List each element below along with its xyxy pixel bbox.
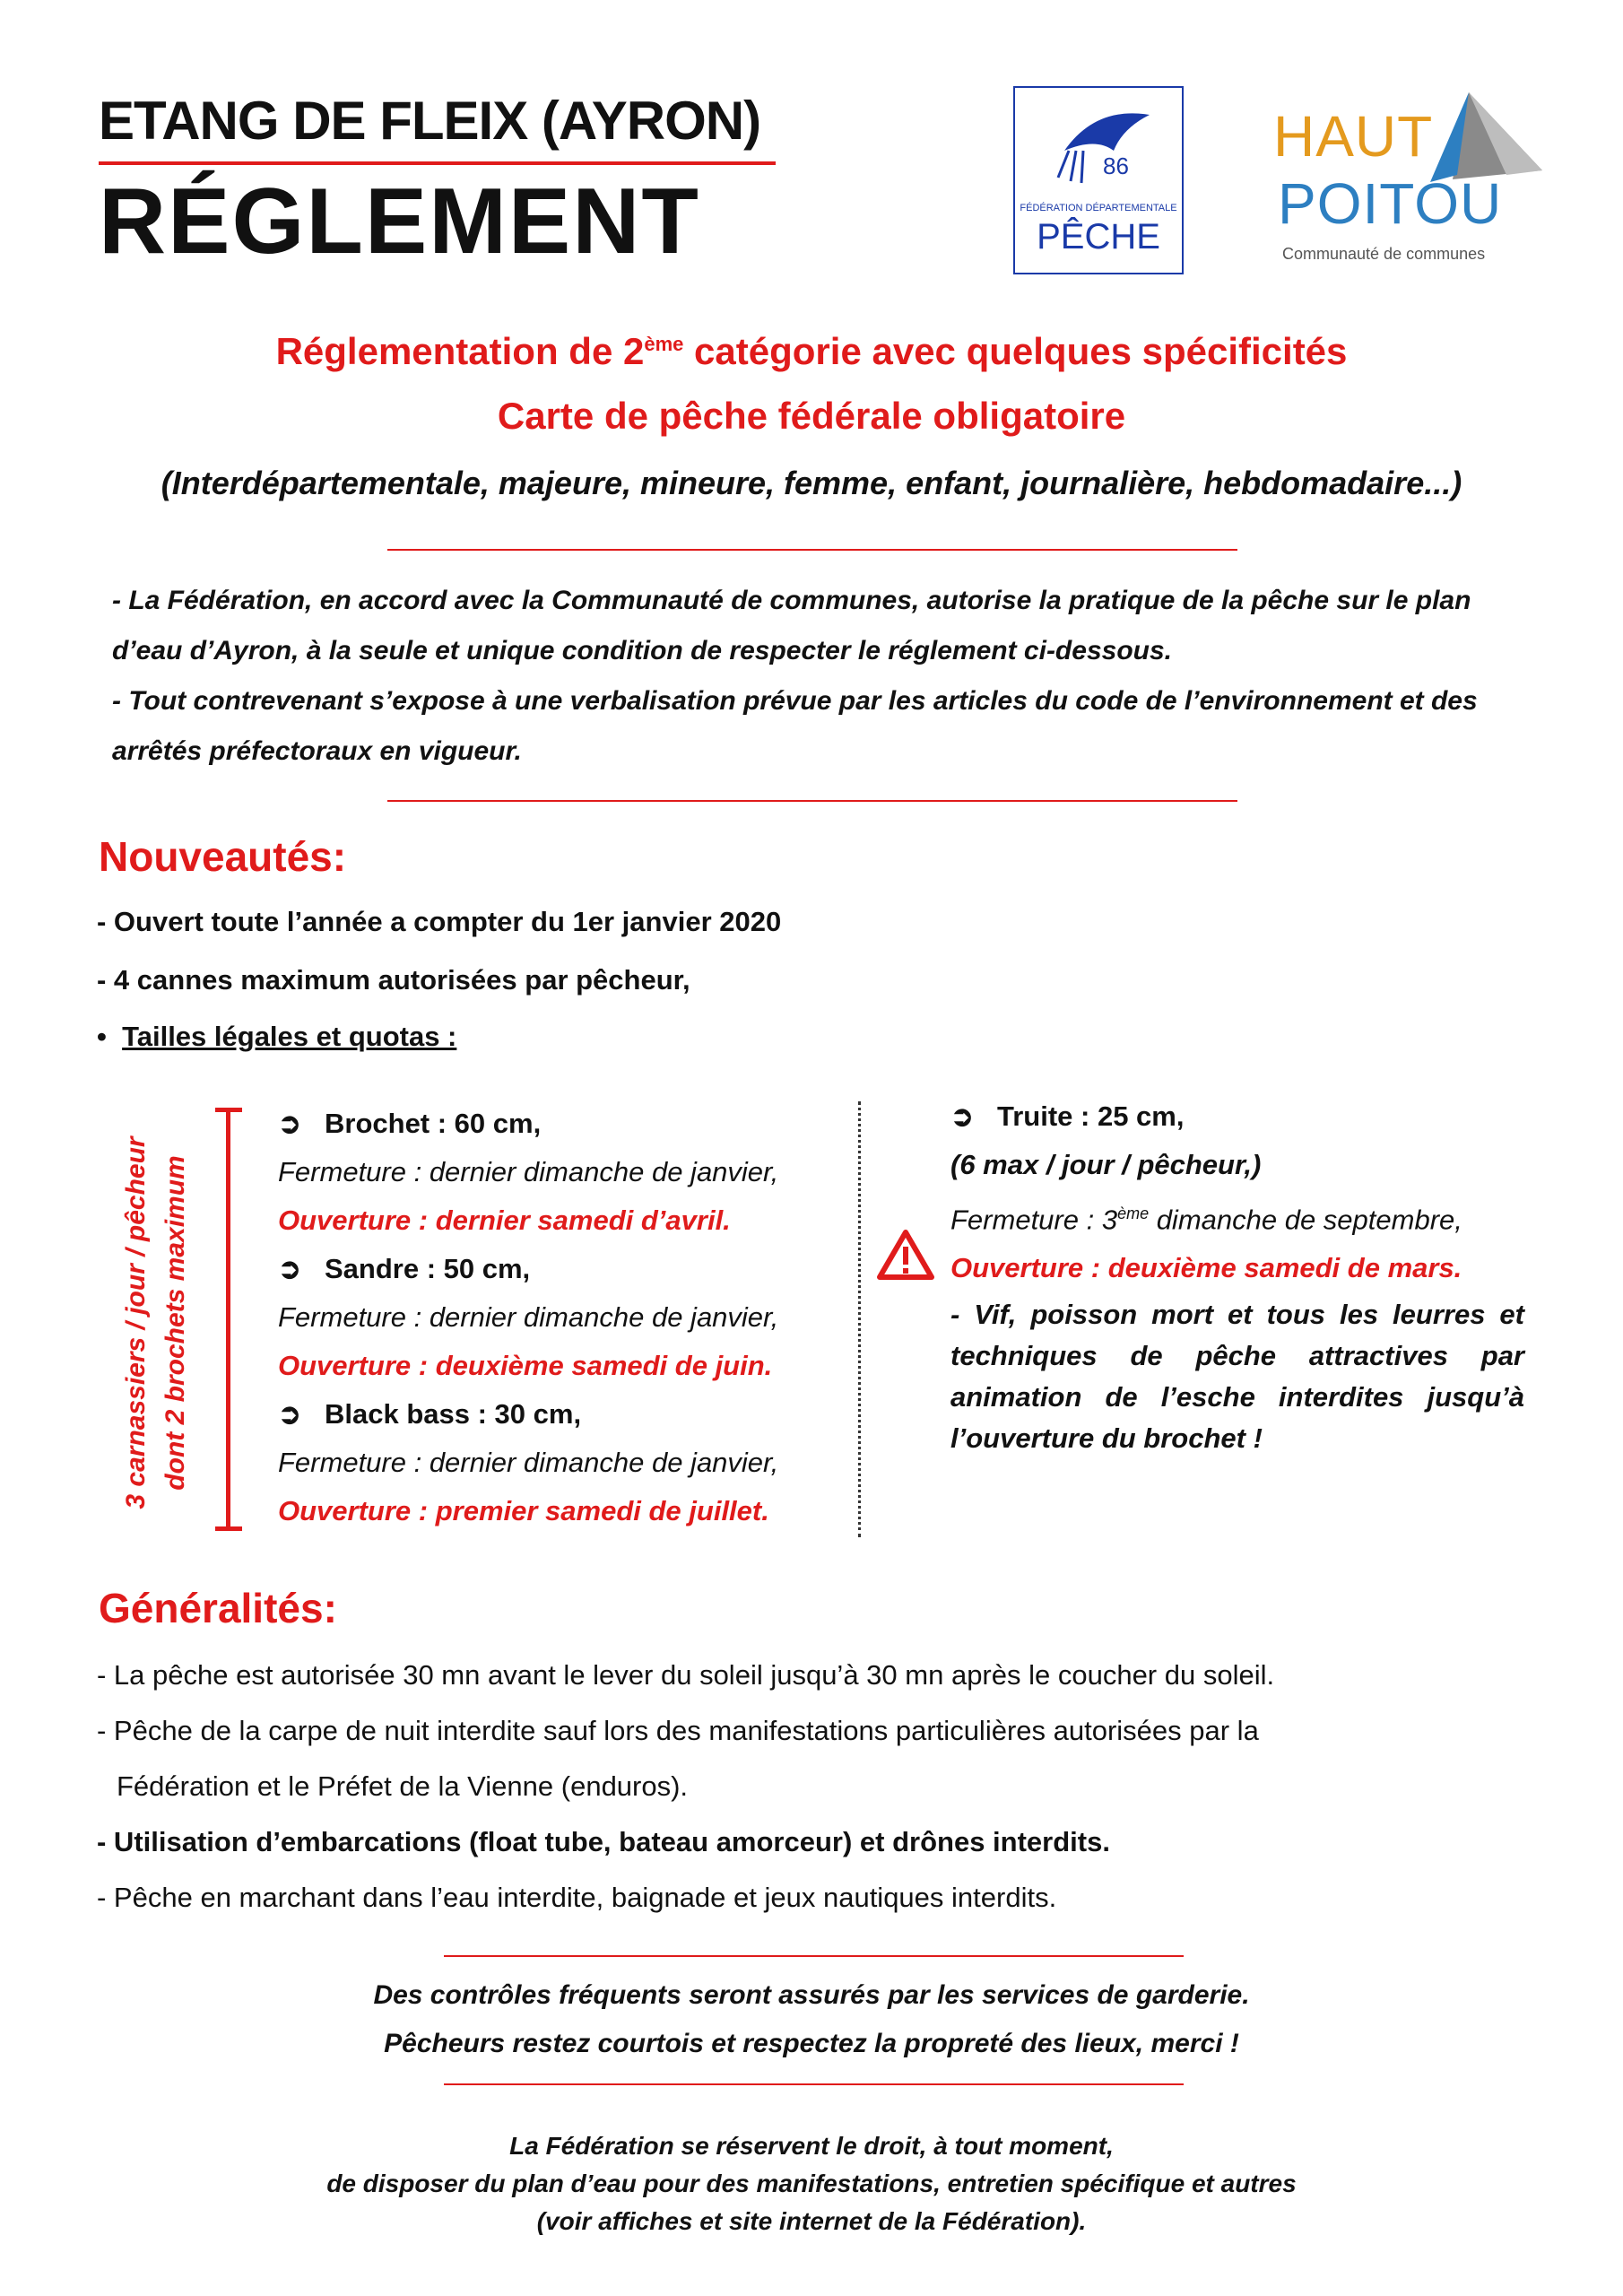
generalite-item: - La pêche est autorisée 30 mn avant le lever du soleil jusqu’à 30 mn après le coucher du soleil. — [97, 1659, 1275, 1691]
section-title-nouveautes: Nouveautés: — [99, 833, 347, 880]
subtitle-card-types: (Interdépartementale, majeure, mineure, femme, enfant, journalière, hebdomadaire...) — [161, 465, 1462, 501]
species-truite — [950, 1092, 1524, 1459]
arrow-icon: ➲ — [278, 1398, 301, 1430]
peche-logo-line1: FÉDÉRATION DÉPARTEMENTALE — [1020, 203, 1177, 213]
species-truite-label: Truite : 25 cm, — [997, 1100, 1185, 1132]
quota-bracket-top — [215, 1108, 242, 1112]
species-sandre-label: Sandre : 50 cm, — [325, 1253, 531, 1284]
title-underline — [99, 161, 776, 165]
hp-logo-tagline: Communauté de communes — [1282, 245, 1486, 263]
truite-fermeture-post: dimanche de septembre, — [1149, 1204, 1462, 1236]
truite-fermeture-pre: Fermeture : 3 — [950, 1204, 1118, 1236]
divider — [444, 1955, 1184, 1957]
intro-paragraph-1: - La Fédération, en accord avec la Communauté de communes, autorise la pratique de la pêche sur le plan d’eau d’Ayron, à la seule et unique condition de respecter le réglement ci-dessous. — [112, 586, 1471, 665]
lure-warning-text: - Vif, poisson mort et tous les leurres et techniques de pêche attractives par animation de l’esche — [950, 1299, 1524, 1413]
nouveaute-item — [97, 1021, 456, 1053]
species-brochet-label: Brochet : 60 cm, — [325, 1108, 542, 1139]
hp-logo-word1: HAUT — [1273, 104, 1434, 169]
sizes-heading: Tailles légales et quotas : — [122, 1021, 457, 1052]
species-truite-quota: (6 max / jour / pêcheur,) — [950, 1149, 1262, 1180]
generalite-item: - Pêche en marchant dans l’eau interdite, baignade et jeux nautiques interdits. — [97, 1882, 1057, 1913]
footer-controls-notice: Des contrôles fréquents seront assurés par les services de garderie. — [373, 1980, 1250, 2010]
subtitle-category-sup: ème — [644, 333, 684, 355]
species-brochet-ouverture: Ouverture : dernier samedi d’avril. — [278, 1205, 731, 1236]
column-separator — [858, 1101, 861, 1537]
species-blackbass-label: Black bass : 30 cm, — [325, 1398, 582, 1430]
subtitle-category-post: catégorie avec quelques spécificités — [683, 330, 1348, 372]
haut-poitou-logo — [1273, 85, 1551, 283]
species-sandre — [278, 1245, 852, 1390]
generalite-item-continued: Fédération et le Préfet de la Vienne (enduros). — [117, 1770, 689, 1802]
footer-note-line1: La Fédération se réservent le droit, à tout moment, — [509, 2132, 1114, 2160]
nouveaute-item: - 4 cannes maximum autorisées par pêcheur, — [97, 964, 690, 996]
quota-bracket — [226, 1108, 230, 1531]
species-truite-fermeture — [950, 1189, 1524, 1244]
species-blackbass-name — [278, 1390, 852, 1439]
generalite-item: - Utilisation d’embarcations (float tube, bateau amorceur) et drônes interdits. — [97, 1826, 1110, 1857]
arrow-icon: ➲ — [950, 1100, 974, 1132]
page-title-location: ETANG DE FLEIX (AYRON) — [99, 91, 761, 151]
section-title-generalites: Généralités: — [99, 1585, 337, 1631]
quota-bracket-bottom — [215, 1526, 242, 1531]
divider — [387, 549, 1237, 551]
species-blackbass-fermeture: Fermeture : dernier dimanche de janvier, — [278, 1447, 779, 1478]
species-sandre-name — [278, 1245, 852, 1293]
arrow-icon: ➲ — [278, 1253, 301, 1284]
footer-note-line2: de disposer du plan d’eau pour des manifestations, entretien spécifique et autres — [326, 2170, 1297, 2197]
divider — [387, 800, 1237, 802]
lure-warning-emphasis: interdites jusqu’à l’ouverture du brochet ! — [950, 1381, 1524, 1455]
quota-side-line1: 3 carnassiers / jour / pêcheur — [121, 1136, 151, 1509]
peche-logo-line2: PÊCHE — [1037, 217, 1160, 257]
species-sandre-fermeture: Fermeture : dernier dimanche de janvier, — [278, 1301, 779, 1333]
intro-paragraph-2: - Tout contrevenant s’expose à une verbalisation prévue par les articles du code de l’environnement et des arrêtés préfectoraux en vigueur. — [112, 686, 1478, 766]
species-left-column — [278, 1100, 852, 1535]
lure-warning — [950, 1294, 1524, 1459]
arrow-icon: ➲ — [278, 1108, 301, 1139]
peche-logo-number: 86 — [1103, 152, 1129, 179]
quota-side-line2: dont 2 brochets maximum — [161, 1155, 190, 1491]
federation-peche-logo — [1013, 86, 1184, 274]
footer-note-line3: (voir affiches et site internet de la Fédération). — [536, 2207, 1087, 2235]
nouveaute-item: - Ouvert toute l’année a compter du 1er janvier 2020 — [97, 906, 782, 937]
subtitle-card: Carte de pêche fédérale obligatoire — [497, 395, 1126, 437]
bullet-icon: • — [97, 1021, 123, 1052]
hp-logo-word2: POITOU — [1278, 171, 1503, 236]
species-sandre-ouverture: Ouverture : deuxième samedi de juin. — [278, 1350, 773, 1381]
warning-icon — [876, 1229, 935, 1281]
species-truite-name — [950, 1092, 1524, 1141]
species-brochet-fermeture: Fermeture : dernier dimanche de janvier, — [278, 1156, 779, 1187]
footer-courtesy-notice: Pêcheurs restez courtois et respectez la propreté des lieux, merci ! — [384, 2029, 1239, 2058]
subtitle-category — [0, 330, 1623, 373]
truite-fermeture-sup: ème — [1117, 1205, 1150, 1222]
divider — [444, 2083, 1184, 2085]
generalite-item: - Pêche de la carpe de nuit interdite sauf lors des manifestations particulières autorisées par la — [97, 1715, 1259, 1746]
page-title: RÉGLEMENT — [99, 170, 700, 274]
species-blackbass-ouverture: Ouverture : premier samedi de juillet. — [278, 1495, 769, 1526]
subtitle-category-pre: Réglementation de 2 — [275, 330, 645, 372]
species-truite-ouverture: Ouverture : deuxième samedi de mars. — [950, 1252, 1462, 1284]
species-brochet-name — [278, 1100, 852, 1148]
species-blackbass — [278, 1390, 852, 1535]
species-brochet — [278, 1100, 852, 1245]
quota-side-note — [117, 1117, 195, 1529]
